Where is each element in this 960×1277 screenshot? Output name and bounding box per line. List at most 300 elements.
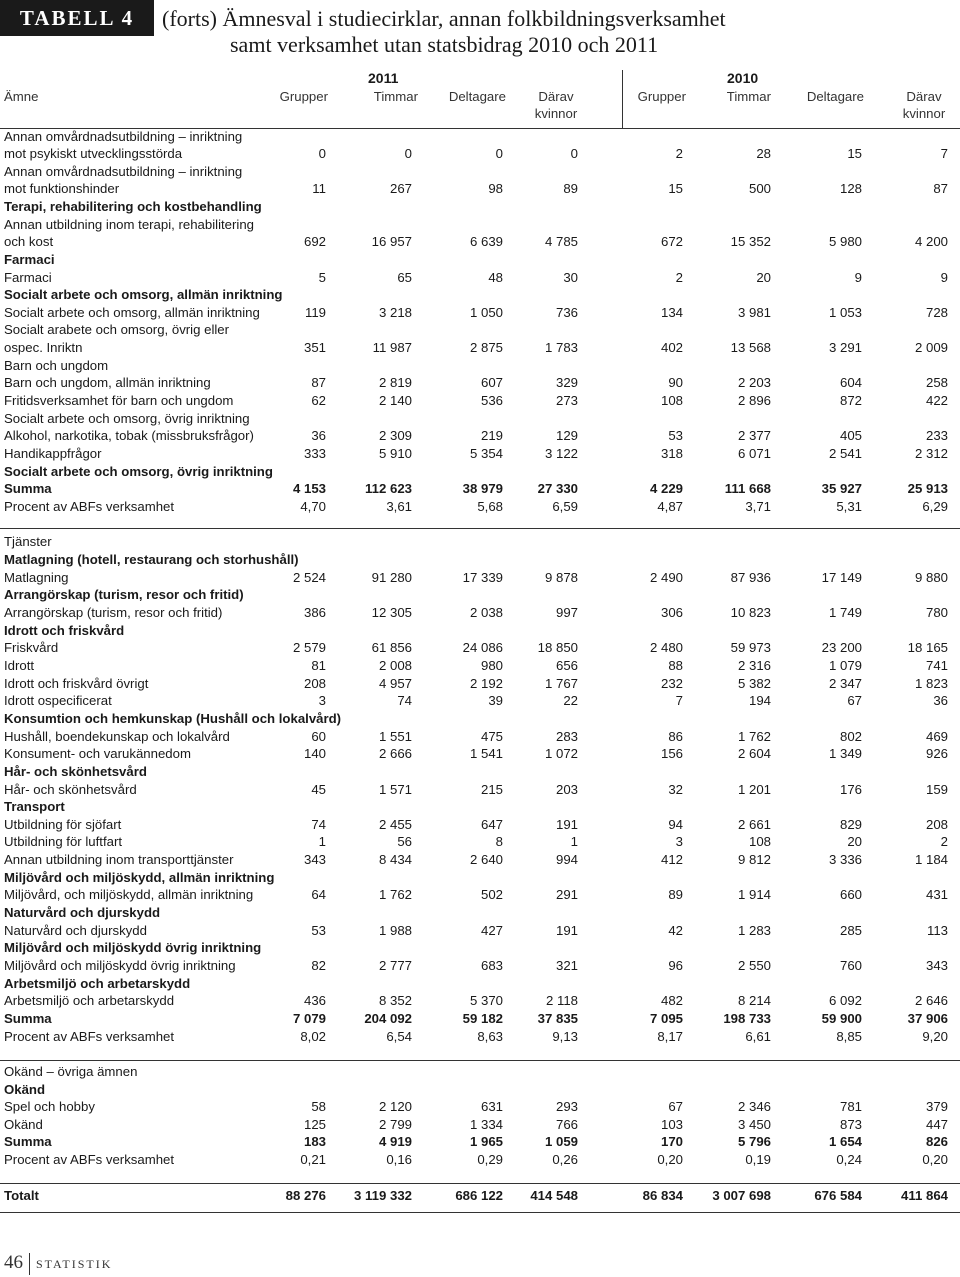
table-cell: 980	[480, 658, 503, 673]
table-cell: 108	[660, 393, 683, 408]
table-cell: 86 834	[642, 1188, 683, 1203]
header-deltagare-2010: Deltagare	[806, 89, 864, 104]
table-cell: 81	[311, 658, 326, 673]
table-cell: 6,29	[922, 499, 948, 514]
table-cell: 647	[480, 817, 503, 832]
table-cell: 7	[675, 693, 683, 708]
row-label: Okänd	[4, 1082, 46, 1097]
table-cell: 343	[303, 852, 326, 867]
table-cell: 2 896	[737, 393, 771, 408]
table-cell: 3 119 332	[354, 1188, 412, 1203]
table-cell: 482	[660, 993, 683, 1008]
table-cell: 780	[925, 605, 948, 620]
table-row	[0, 251, 960, 269]
table-row	[0, 869, 960, 887]
table-cell: 9 880	[914, 570, 948, 585]
table-cell: 36	[933, 693, 948, 708]
table-cell: 119	[304, 305, 326, 320]
table-cell: 8,85	[836, 1029, 862, 1044]
table-cell: 2 347	[828, 676, 862, 691]
page-footer	[4, 1252, 112, 1275]
table-cell: 61 856	[371, 640, 412, 655]
row-label: Socialt arbete och omsorg, allmän inriktning	[4, 305, 260, 320]
table-cell: 89	[668, 887, 683, 902]
header-kvinnor-2010: Därav kvinnor	[902, 89, 946, 121]
table-cell: 0,21	[300, 1152, 326, 1167]
table-row	[0, 939, 960, 957]
table-cell: 3,71	[745, 499, 771, 514]
table-cell: 7 095	[649, 1011, 683, 1026]
table-cell: 159	[925, 782, 948, 797]
table-cell: 469	[925, 729, 948, 744]
table-row	[0, 304, 960, 322]
row-label: Socialt arbete och omsorg, allmän inriktning	[4, 287, 283, 302]
table-cell: 88 276	[285, 1188, 326, 1203]
row-label: mot funktionshinder	[4, 181, 120, 196]
table-cell: 1 184	[914, 852, 948, 867]
table-row	[0, 1028, 960, 1046]
table-cell: 5	[318, 270, 326, 285]
table-cell: 4 957	[378, 676, 412, 691]
table-cell: 6 071	[737, 446, 771, 461]
row-label: Annan omvårdnadsutbildning – inriktning	[4, 129, 243, 144]
table-cell: 4 200	[914, 234, 948, 249]
row-label: Barn och ungdom, allmän inriktning	[4, 375, 211, 390]
table-cell: 128	[839, 181, 862, 196]
row-label: Socialt arabete och omsorg, övrig eller	[4, 322, 230, 337]
row-label: Hushåll, boendekunskap och lokalvård	[4, 729, 230, 744]
table-row	[0, 833, 960, 851]
table-cell: 96	[668, 958, 683, 973]
row-label: ospec. Inriktn	[4, 340, 83, 355]
table-cell: 2 316	[737, 658, 771, 673]
table-cell: 0	[318, 146, 326, 161]
table-row	[0, 1151, 960, 1169]
row-label: Barn och ungdom	[4, 358, 109, 373]
row-label: Utbildning för luftfart	[4, 834, 123, 849]
row-label: Naturvård och djurskydd	[4, 923, 147, 938]
table-cell: 64	[311, 887, 326, 902]
table-cell: 2 038	[469, 605, 503, 620]
table-cell: 431	[925, 887, 948, 902]
header-timmar-2011: Timmar	[373, 89, 418, 104]
table-cell: 94	[668, 817, 683, 832]
table-row	[0, 551, 960, 569]
table-cell: 329	[555, 375, 578, 390]
row-label: Totalt	[4, 1188, 39, 1203]
table-cell: 87 936	[730, 570, 771, 585]
table-cell: 994	[555, 852, 578, 867]
table-cell: 7	[940, 146, 948, 161]
table-cell: 2 140	[378, 393, 412, 408]
row-label: Utbildning för sjöfart	[4, 817, 122, 832]
table-row	[0, 480, 960, 498]
table-cell: 0,20	[657, 1152, 683, 1167]
table-row	[0, 798, 960, 816]
table-cell: 2 309	[378, 428, 412, 443]
row-label: Matlagning	[4, 570, 69, 585]
table-cell: 13 568	[730, 340, 771, 355]
table-cell: 4 229	[649, 481, 683, 496]
table-cell: 1 749	[828, 605, 862, 620]
table-cell: 0,16	[386, 1152, 412, 1167]
table-row	[0, 286, 960, 304]
row-label: Idrott ospecificerat	[4, 693, 112, 708]
table-cell: 39	[488, 693, 503, 708]
table-cell: 475	[480, 729, 503, 744]
table-cell: 683	[480, 958, 503, 973]
table-cell: 42	[668, 923, 683, 938]
table-cell: 500	[748, 181, 771, 196]
table-cell: 20	[756, 270, 771, 285]
table-cell: 28	[756, 146, 771, 161]
table-cell: 2 550	[737, 958, 771, 973]
table-row	[0, 163, 960, 181]
row-label: Summa	[4, 481, 52, 496]
table-cell: 25 913	[907, 481, 948, 496]
table-cell: 18 850	[537, 640, 578, 655]
table-cell: 4 919	[378, 1134, 412, 1149]
table-cell: 1 053	[828, 305, 862, 320]
table-row	[0, 639, 960, 657]
table-cell: 23 200	[821, 640, 862, 655]
table-cell: 2 604	[737, 746, 771, 761]
table-cell: 2 490	[649, 570, 683, 585]
table-cell: 45	[311, 782, 326, 797]
table-cell: 60	[311, 729, 326, 744]
table-cell: 5 370	[469, 993, 503, 1008]
table-cell: 0,20	[922, 1152, 948, 1167]
table-cell: 2 192	[469, 676, 503, 691]
row-label: Naturvård och djurskydd	[4, 905, 161, 920]
table-cell: 405	[839, 428, 862, 443]
table-cell: 5,68	[477, 499, 503, 514]
table-cell: 283	[555, 729, 578, 744]
table-cell: 1 823	[914, 676, 948, 691]
row-label: Socialt arbete och omsorg, övrig inriktning	[4, 464, 273, 479]
table-cell: 1 965	[469, 1134, 503, 1149]
row-label: Okänd – övriga ämnen	[4, 1064, 138, 1079]
table-cell: 2 312	[914, 446, 948, 461]
row-label: Farmaci	[4, 252, 55, 267]
table-row	[0, 975, 960, 993]
table-cell: 8,17	[657, 1029, 683, 1044]
table-row	[0, 1063, 960, 1081]
table-cell: 411 864	[901, 1188, 948, 1203]
table-cell: 53	[311, 923, 326, 938]
table-cell: 656	[555, 658, 578, 673]
table-cell: 8,63	[477, 1029, 503, 1044]
table-row	[0, 957, 960, 975]
row-label: Terapi, rehabilitering och kostbehandling	[4, 199, 262, 214]
table-cell: 156	[660, 746, 683, 761]
table-cell: 5 980	[828, 234, 862, 249]
table-cell: 11	[312, 181, 326, 196]
table-cell: 6,54	[386, 1029, 412, 1044]
table-cell: 1 551	[378, 729, 412, 744]
table-cell: 8 352	[378, 993, 412, 1008]
table-cell: 4,87	[657, 499, 683, 514]
table-row	[0, 1187, 960, 1205]
row-label: Transport	[4, 799, 65, 814]
table-cell: 766	[555, 1117, 578, 1132]
table-cell: 8,02	[300, 1029, 326, 1044]
table-cell: 1 349	[828, 746, 862, 761]
table-cell: 1 988	[378, 923, 412, 938]
table-cell: 5,31	[836, 499, 862, 514]
table-cell: 170	[660, 1134, 683, 1149]
table-cell: 2 346	[737, 1099, 771, 1114]
table-cell: 5 796	[737, 1134, 771, 1149]
table-cell: 204 092	[364, 1011, 412, 1026]
table-cell: 125	[303, 1117, 326, 1132]
table-cell: 59 973	[730, 640, 771, 655]
table-cell: 215	[480, 782, 503, 797]
table-cell: 8	[495, 834, 503, 849]
row-label: Annan omvårdnadsutbildning – inriktning	[4, 164, 243, 179]
table-cell: 198 733	[723, 1011, 771, 1026]
table-cell: 0	[404, 146, 412, 161]
table-cell: 1 059	[544, 1134, 578, 1149]
table-cell: 0,19	[745, 1152, 771, 1167]
table-row	[0, 128, 960, 146]
table-cell: 1 201	[737, 782, 771, 797]
header-deltagare-2011: Deltagare	[448, 89, 506, 104]
table-cell: 0,26	[552, 1152, 578, 1167]
table-cell: 3 336	[828, 852, 862, 867]
table-cell: 536	[480, 393, 503, 408]
table-cell: 760	[839, 958, 862, 973]
table-cell: 2 455	[378, 817, 412, 832]
table-cell: 82	[311, 958, 326, 973]
table-cell: 59 900	[821, 1011, 862, 1026]
table-cell: 2 640	[469, 852, 503, 867]
table-cell: 98	[488, 181, 503, 196]
table-cell: 232	[660, 676, 683, 691]
table-cell: 87	[311, 375, 326, 390]
row-label: Annan utbildning inom transporttjänster	[4, 852, 234, 867]
row-label: Idrott och friskvård övrigt	[4, 676, 149, 691]
table-cell: 6 639	[469, 234, 503, 249]
table-cell: 2 875	[469, 340, 503, 355]
table-cell: 86	[668, 729, 683, 744]
header-amne: Ämne	[4, 89, 39, 104]
table-cell: 873	[839, 1117, 862, 1132]
table-cell: 3 122	[544, 446, 578, 461]
table-cell: 502	[480, 887, 503, 902]
table-cell: 9	[854, 270, 862, 285]
table-cell: 1 762	[378, 887, 412, 902]
table-cell: 37 835	[537, 1011, 578, 1026]
table-cell: 676 584	[814, 1188, 862, 1203]
table-cell: 2	[675, 146, 683, 161]
table-cell: 343	[925, 958, 948, 973]
table-cell: 67	[668, 1099, 683, 1114]
row-label: Procent av ABFs verksamhet	[4, 1152, 175, 1167]
table-cell: 781	[839, 1099, 862, 1114]
table-cell: 802	[839, 729, 862, 744]
table-cell: 11 987	[372, 340, 412, 355]
table-cell: 1	[318, 834, 326, 849]
table-row	[0, 445, 960, 463]
table-cell: 291	[555, 887, 578, 902]
table-cell: 9 878	[544, 570, 578, 585]
table-cell: 1 762	[737, 729, 771, 744]
table-cell: 15	[668, 181, 683, 196]
table-row	[0, 569, 960, 587]
table-row	[0, 374, 960, 392]
table-cell: 90	[668, 375, 683, 390]
table-cell: 5 910	[378, 446, 412, 461]
table-cell: 872	[839, 393, 862, 408]
table-row	[0, 357, 960, 375]
table-cell: 8 434	[378, 852, 412, 867]
row-label: Friskvård	[4, 640, 59, 655]
table-row	[0, 710, 960, 728]
table-cell: 6,61	[745, 1029, 771, 1044]
table-row	[0, 745, 960, 763]
row-label: Annan utbildning inom terapi, rehabilitering	[4, 217, 254, 232]
row-label: Procent av ABFs verksamhet	[4, 499, 175, 514]
row-label: Konsumtion och hemkunskap (Hushåll och lokalvård)	[4, 711, 342, 726]
row-label: Summa	[4, 1134, 52, 1149]
table-cell: 997	[555, 605, 578, 620]
header-kvinnor-2011: Därav kvinnor	[534, 89, 578, 121]
table-cell: 15	[847, 146, 862, 161]
table-cell: 1 334	[469, 1117, 503, 1132]
table-cell: 607	[480, 375, 503, 390]
table-cell: 3 981	[737, 305, 771, 320]
table-cell: 6 092	[828, 993, 862, 1008]
table-cell: 91 280	[371, 570, 412, 585]
table-cell: 318	[660, 446, 683, 461]
table-row	[0, 1133, 960, 1151]
table-cell: 15 352	[730, 234, 771, 249]
table-row	[0, 321, 960, 339]
table-cell: 191	[555, 923, 578, 938]
table-cell: 17 339	[462, 570, 503, 585]
table-cell: 108	[748, 834, 771, 849]
table-row	[0, 427, 960, 445]
row-label: Miljövård och miljöskydd övrig inriktning	[4, 940, 262, 955]
page-number: 46	[4, 1252, 23, 1273]
table-cell: 8 214	[737, 993, 771, 1008]
table-cell: 65	[397, 270, 412, 285]
header-grupper-2011: Grupper	[279, 89, 328, 104]
table-cell: 4 785	[544, 234, 578, 249]
table-cell: 3,61	[386, 499, 412, 514]
table-cell: 37 906	[907, 1011, 948, 1026]
table-cell: 36	[311, 428, 326, 443]
table-cell: 4,70	[300, 499, 326, 514]
row-label: Matlagning (hotell, restaurang och storhushåll)	[4, 552, 299, 567]
table-row	[0, 463, 960, 481]
table-cell: 17 149	[821, 570, 862, 585]
row-label: Fritidsverksamhet för barn och ungdom	[4, 393, 234, 408]
table-cell: 112 623	[365, 481, 412, 496]
table-cell: 1 079	[828, 658, 862, 673]
table-row	[0, 198, 960, 216]
table-cell: 58	[311, 1099, 326, 1114]
table-cell: 134	[660, 305, 683, 320]
table-row	[0, 410, 960, 428]
table-cell: 660	[839, 887, 862, 902]
table-cell: 88	[668, 658, 683, 673]
table-cell: 2 377	[737, 428, 771, 443]
table-cell: 56	[397, 834, 412, 849]
table-row	[0, 180, 960, 198]
table-cell: 129	[555, 428, 578, 443]
table-row	[0, 657, 960, 675]
table-cell: 9	[940, 270, 948, 285]
table-cell: 1 541	[469, 746, 503, 761]
table-row	[0, 586, 960, 604]
row-label: Konsument- och varukännedom	[4, 746, 191, 761]
table-row	[0, 1116, 960, 1134]
table-cell: 0	[570, 146, 578, 161]
row-label: Idrott	[4, 658, 35, 673]
table-row	[0, 216, 960, 234]
table-cell: 59 182	[462, 1011, 503, 1026]
table-cell: 1 050	[469, 305, 503, 320]
table-cell: 7 079	[292, 1011, 326, 1026]
year-2010: 2010	[727, 70, 759, 86]
row-label: Farmaci	[4, 270, 52, 285]
table-cell: 12 305	[371, 605, 412, 620]
row-label: Arrangörskap (turism, resor och fritid)	[4, 605, 223, 620]
table-cell: 736	[555, 305, 578, 320]
table-cell: 203	[555, 782, 578, 797]
row-label: Miljövård, och miljöskydd, allmän inriktning	[4, 887, 254, 902]
table-row	[0, 233, 960, 251]
table-cell: 111 668	[724, 481, 771, 496]
table-cell: 22	[563, 693, 578, 708]
header-timmar-2010: Timmar	[726, 89, 771, 104]
table-cell: 267	[389, 181, 412, 196]
table-cell: 692	[303, 234, 326, 249]
table-cell: 427	[480, 923, 503, 938]
table-cell: 2 799	[378, 1117, 412, 1132]
table-cell: 826	[925, 1134, 948, 1149]
row-label: mot psykiskt utvecklingsstörda	[4, 146, 183, 161]
table-cell: 62	[311, 393, 326, 408]
table-cell: 2 661	[737, 817, 771, 832]
year-2011: 2011	[368, 70, 399, 86]
table-row	[0, 728, 960, 746]
table-cell: 2 666	[378, 746, 412, 761]
table-row	[0, 816, 960, 834]
row-label: Miljövård och miljöskydd, allmän inriktning	[4, 870, 275, 885]
table-row	[0, 851, 960, 869]
table-cell: 1 283	[737, 923, 771, 938]
table-cell: 9,13	[552, 1029, 578, 1044]
table-row	[0, 675, 960, 693]
table-cell: 20	[847, 834, 862, 849]
table-cell: 386	[303, 605, 326, 620]
table-cell: 140	[303, 746, 326, 761]
table-cell: 447	[925, 1117, 948, 1132]
table-cell: 9,20	[922, 1029, 948, 1044]
row-label: Okänd	[4, 1117, 43, 1132]
table-cell: 258	[925, 375, 948, 390]
table-cell: 53	[668, 428, 683, 443]
table-cell: 9 812	[737, 852, 771, 867]
row-label: Hår- och skönhetsvård	[4, 764, 147, 779]
row-label: Arbetsmiljö och arbetarskydd	[4, 993, 175, 1008]
header-grupper-2010: Grupper	[637, 89, 686, 104]
table-cell: 3 007 698	[712, 1188, 771, 1203]
table-cell: 1 654	[828, 1134, 862, 1149]
